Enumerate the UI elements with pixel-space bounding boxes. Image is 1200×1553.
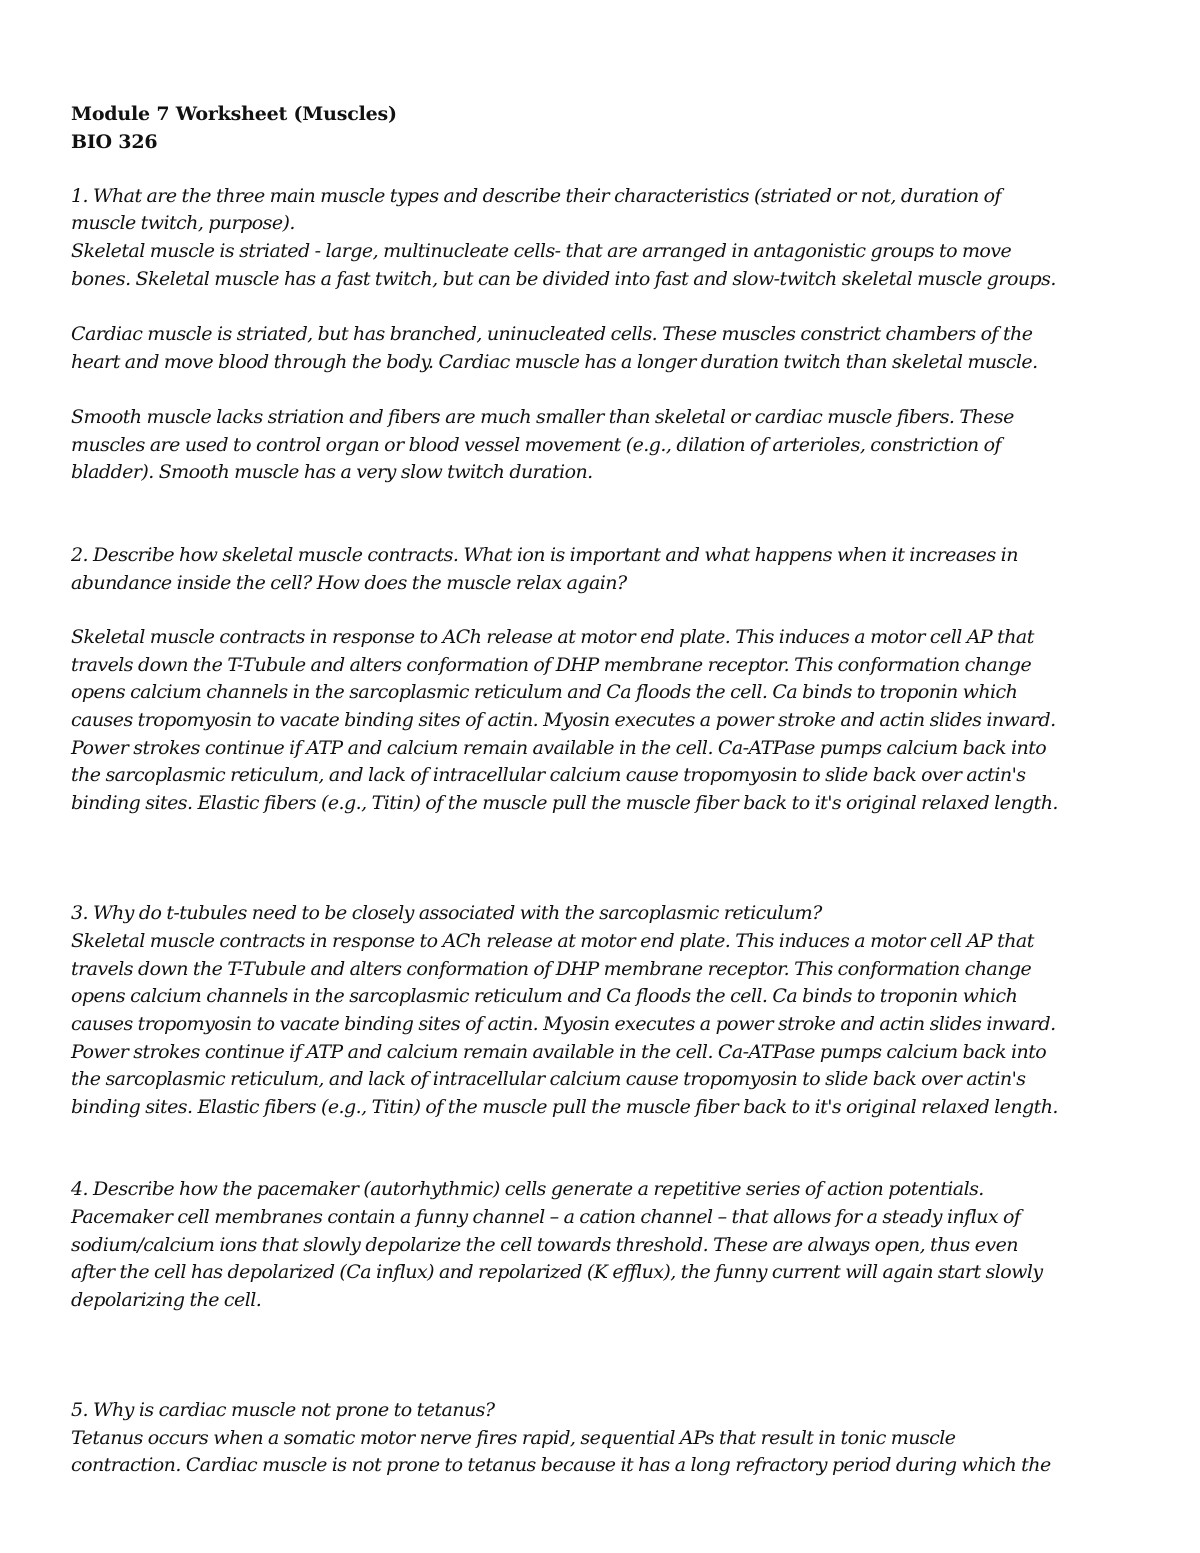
answer-2-line: opens calcium channels in the sarcoplasmic reticulum and Ca floods the cell. Ca binds to troponin which bbox=[71, 681, 1018, 703]
answer-2-line: Skeletal muscle contracts in response to ACh release at motor end plate. This induces a motor cell AP that bbox=[71, 626, 1034, 648]
answer-5-line: Tetanus occurs when a somatic motor nerve fires rapid, sequential APs that result in tonic muscle bbox=[71, 1427, 956, 1449]
answer-4-line: depolarizing the cell. bbox=[71, 1289, 262, 1311]
answer-3-line: travels down the T-Tubule and alters conformation of DHP membrane receptor. This conformation change bbox=[71, 958, 1032, 980]
answer-2-line: Power strokes continue if ATP and calcium remain available in the cell. Ca-ATPase pumps calcium back into bbox=[71, 737, 1047, 759]
answer-3-line: Skeletal muscle contracts in response to ACh release at motor end plate. This induces a motor cell AP that bbox=[71, 930, 1034, 952]
answer-1-cardiac-line: Cardiac muscle is striated, but has branched, uninucleated cells. These muscles constrict chambers of the bbox=[71, 323, 1033, 345]
question-5-line: 5. Why is cardiac muscle not prone to tetanus? bbox=[71, 1399, 495, 1421]
question-1-line: 1. What are the three main muscle types and describe their characteristics (striated or not, duration of bbox=[71, 185, 1002, 207]
answer-4-line: sodium/calcium ions that slowly depolarize the cell towards threshold. These are always open, thus even bbox=[71, 1234, 1018, 1256]
answer-4-line: Pacemaker cell membranes contain a funny channel – a cation channel – that allows for a steady influx of bbox=[71, 1206, 1021, 1228]
answer-3-line: Power strokes continue if ATP and calcium remain available in the cell. Ca-ATPase pumps calcium back into bbox=[71, 1041, 1047, 1063]
question-4-line: 4. Describe how the pacemaker (autorhythmic) cells generate a repetitive series of action potentials. bbox=[71, 1178, 984, 1200]
question-2-line: 2. Describe how skeletal muscle contracts. What ion is important and what happens when it increases in bbox=[71, 544, 1018, 566]
page-title: Module 7 Worksheet (Muscles) bbox=[71, 103, 397, 125]
answer-3-line: the sarcoplasmic reticulum, and lack of intracellular calcium cause tropomyosin to slide back over actin's bbox=[71, 1068, 1026, 1090]
answer-4-line: after the cell has depolarized (Ca influx) and repolarized (K efflux), the funny current will again start slowly bbox=[71, 1261, 1043, 1283]
course-code: BIO 326 bbox=[71, 131, 158, 153]
answer-2-line: causes tropomyosin to vacate binding sites of actin. Myosin executes a power stroke and actin slides inward. bbox=[71, 709, 1056, 731]
answer-1-smooth-line: bladder). Smooth muscle has a very slow twitch duration. bbox=[71, 461, 593, 483]
answer-2-line: travels down the T-Tubule and alters conformation of DHP membrane receptor. This conformation change bbox=[71, 654, 1032, 676]
answer-5-line: contraction. Cardiac muscle is not prone to tetanus because it has a long refractory period during which the bbox=[71, 1454, 1051, 1476]
answer-3-line: causes tropomyosin to vacate binding sites of actin. Myosin executes a power stroke and actin slides inward. bbox=[71, 1013, 1056, 1035]
question-3-line: 3. Why do t-tubules need to be closely associated with the sarcoplasmic reticulum? bbox=[71, 902, 822, 924]
answer-3-line: binding sites. Elastic fibers (e.g., Titin) of the muscle pull the muscle fiber back to it's original relaxed length. bbox=[71, 1096, 1058, 1118]
answer-1-skeletal-line: Skeletal muscle is striated - large, multinucleate cells- that are arranged in antagonistic groups to move bbox=[71, 240, 1012, 262]
answer-1-smooth-line: Smooth muscle lacks striation and fibers are much smaller than skeletal or cardiac muscle fibers. These bbox=[71, 406, 1014, 428]
question-1-line: muscle twitch, purpose). bbox=[71, 212, 295, 234]
answer-2-line: the sarcoplasmic reticulum, and lack of intracellular calcium cause tropomyosin to slide back over actin's bbox=[71, 764, 1026, 786]
question-2-line: abundance inside the cell? How does the muscle relax again? bbox=[71, 572, 627, 594]
answer-1-skeletal-line: bones. Skeletal muscle has a fast twitch, but can be divided into fast and slow-twitch skeletal muscle groups. bbox=[71, 268, 1056, 290]
answer-1-cardiac-line: heart and move blood through the body. Cardiac muscle has a longer duration twitch than skeletal muscle. bbox=[71, 351, 1038, 373]
answer-3-line: opens calcium channels in the sarcoplasmic reticulum and Ca floods the cell. Ca binds to troponin which bbox=[71, 985, 1018, 1007]
answer-1-smooth-line: muscles are used to control organ or blood vessel movement (e.g., dilation of arterioles, constriction of bbox=[71, 434, 1001, 456]
answer-2-line: binding sites. Elastic fibers (e.g., Titin) of the muscle pull the muscle fiber back to it's original relaxed length. bbox=[71, 792, 1058, 814]
